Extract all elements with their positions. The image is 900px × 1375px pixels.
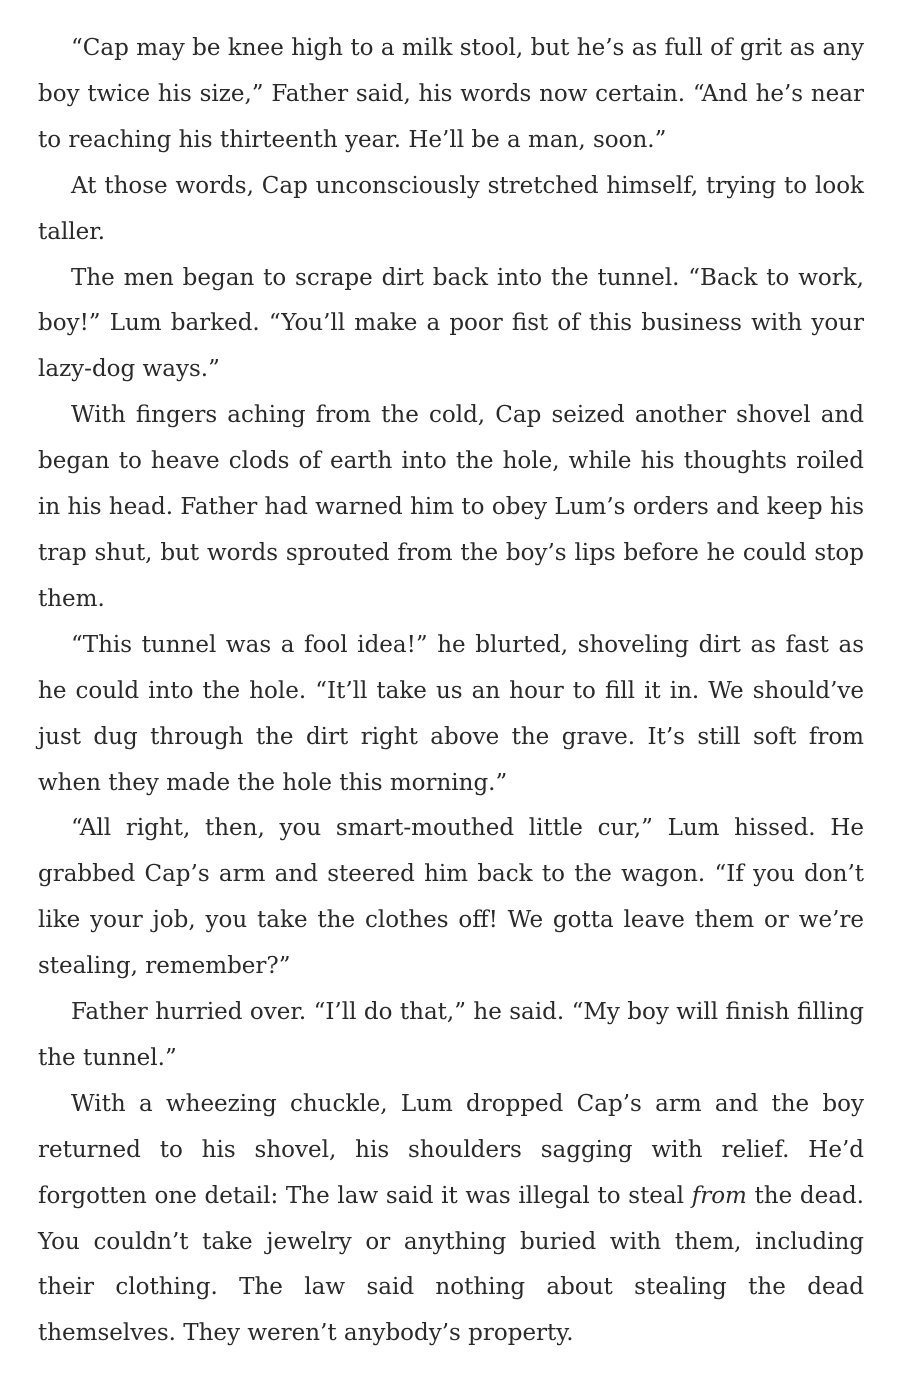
emphasized-word: from (691, 1182, 747, 1209)
book-page-body (38, 26, 864, 1357)
paragraph (38, 1082, 864, 1357)
paragraph: Father hurried over. “I’ll do that,” he said. “My boy will finish filling the tunnel.” (38, 999, 864, 1071)
paragraph: “This tunnel was a fool idea!” he blurted, shoveling dirt as fast as he could into the hole. “It’ll take us an hour to fill it in. We should’ve just dug through the dirt right above the grave. It’s still soft from when they made the hole this morning.” (38, 631, 864, 796)
paragraph-text: the dead. You couldn’t take jewelry or anything buried with them, including their clothing. The law said nothing about stealing the dead themselves. They weren’t anybody’s property. (38, 1182, 864, 1347)
paragraph: With fingers aching from the cold, Cap seized another shovel and began to heave clods of earth into the hole, while his thoughts roiled in his head. Father had warned him to obey Lum’s orders and keep his trap shut, but words sprouted from the boy’s lips before he could stop them. (38, 402, 864, 612)
paragraph: At those words, Cap unconsciously stretched himself, trying to look taller. (38, 172, 864, 245)
paragraph: “All right, then, you smart-mouthed little cur,” Lum hissed. He grabbed Cap’s arm and steered him back to the wagon. “If you don’t like your job, you take the clothes off! We gotta leave them or we’re stealing, remember?” (38, 815, 864, 980)
paragraph: The men began to scrape dirt back into the tunnel. “Back to work, boy!” Lum barked. “You’ll make a poor fist of this business with your lazy-dog ways.” (38, 264, 864, 383)
paragraph-text: With a wheezing chuckle, Lum dropped Cap’s arm and the boy returned to his shovel, his shoulders sagging with relief. He’d forgotten one detail: The law said it was illegal to steal (38, 1090, 864, 1209)
paragraph: “Cap may be knee high to a milk stool, but he’s as full of grit as any boy twice his size,” Father said, his words now certain. “And he’s near to reaching his thirteenth year. He’ll be a man, soon.” (38, 35, 864, 153)
